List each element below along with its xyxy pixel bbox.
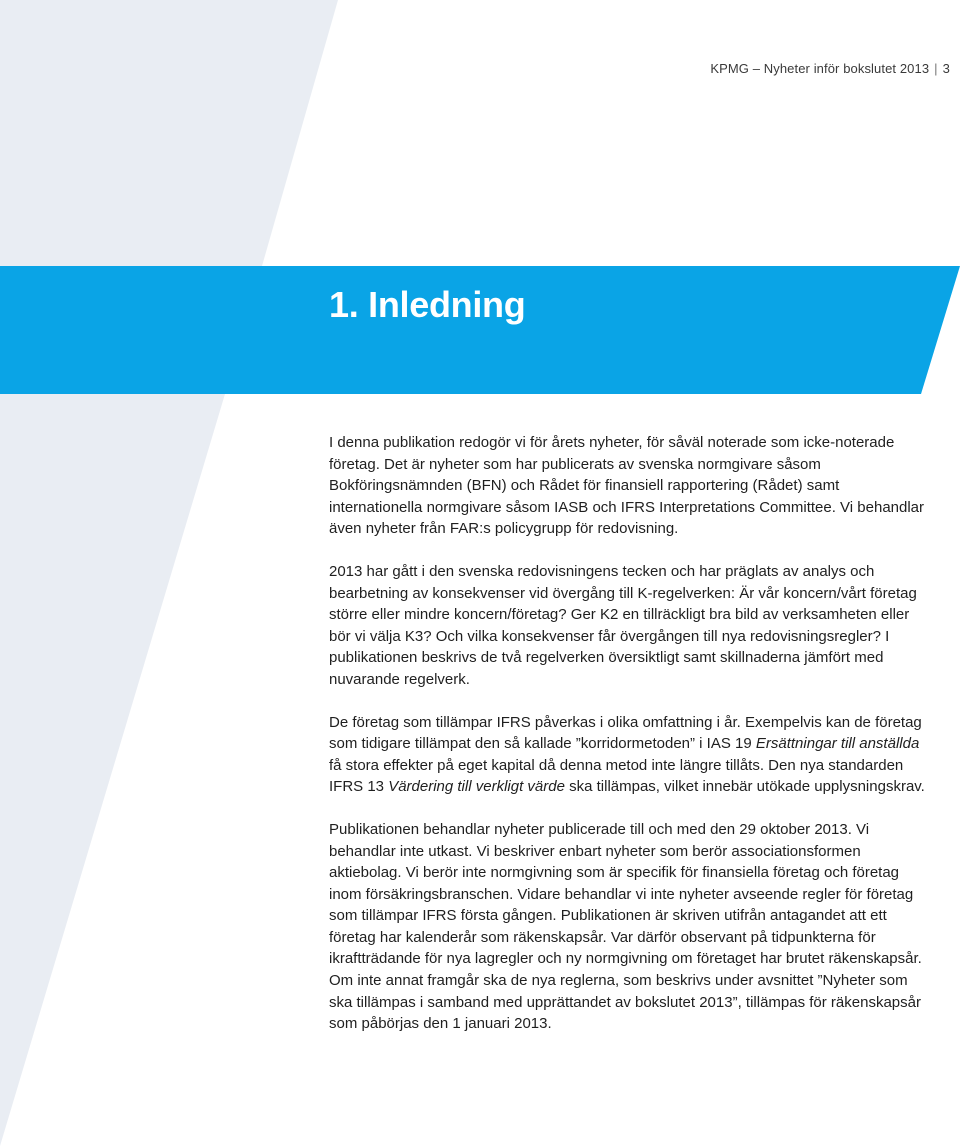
light-diagonal-panel-lower — [0, 394, 225, 1146]
paragraph-k-regelverk — [329, 561, 929, 691]
page-number: 3 — [942, 61, 950, 76]
paragraph-text: 2013 har gått i den svenska redovisningens tecken och har präglats av analys och bearbetning av konsekvenser vid övergång till K-regelverken: Är vår koncern/vårt företag större eller mindre koncern/företag? Ger K2 en tillräckligt bra bild av verksamheten eller bör vi välja K3? Och vilka konsekvenser får övergången till nya redovisningsregler? I publikationen beskrivs de två regelverken översiktligt samt skillnaderna jämfört med nuvarande regelverk. — [329, 562, 917, 688]
header-separator: | — [934, 61, 938, 76]
paragraph-ifrs — [329, 712, 929, 798]
section-title: 1. Inledning — [329, 284, 526, 325]
paragraph-text: få stora effekter på eget kapital då denna metod inte längre tillåts. Den nya standarden IFRS 13 — [329, 756, 904, 796]
standard-title-ifrs13: Värdering till verkligt värde — [388, 778, 565, 796]
paragraph-text: De företag som tillämpar IFRS påverkas i olika omfattning i år. Exempelvis kan de företag som tidigare tillämpat den så kallade ”korridormetoden” i IAS 19 — [329, 713, 922, 753]
paragraph-intro — [329, 432, 929, 540]
paragraph-text: ska tillämpas, vilket innebär utökade upplysningskrav. — [564, 778, 925, 796]
light-diagonal-panel — [0, 0, 338, 266]
running-header — [710, 61, 950, 76]
paragraph-text: Publikationen behandlar nyheter publicerade till och med den 29 oktober 2013. Vi behandlar inte utkast. Vi beskriver enbart nyheter som berör associationsformen aktiebolag. Vi berör inte normgivning som är specifik för finansiella företag och företag inom försäkringsbranschen. Vidare behandlar vi inte nyheter avseende regler för företag som tillämpar IFRS första gången. Publikationen är skriven utifrån antagandet att ett företag har kalenderår som räkenskapsår. Var därför observant på tidpunkterna för ikraftträdande för nya lagregler och ny normgivning om företaget har brutet räkenskapsår. Om inte annat framgår ska de nya reglerna, som beskrivs under avsnittet ”Nyheter som ska tillämpas i samband med upprättandet av bokslutet 2013”, tillämpas för räkenskapsår som påbörjas den 1 januari 2013. — [329, 820, 922, 1033]
publication-title: KPMG – Nyheter inför bokslutet 2013 — [710, 61, 930, 76]
standard-title-ias19: Ersättningar till anställda — [755, 735, 920, 753]
paragraph-text: I denna publikation redogör vi för årets nyheter, för såväl noterade som icke-noterade företag. Det är nyheter som har publicerats av svenska normgivare såsom Bokföringsnämnden (BFN) och Rådet för finansiell rapportering (Rådet) samt internationella normgivare såsom IASB och IFRS Interpretations Committee. Vi behandlar även nyheter från FAR:s policygrupp för redovisning. — [329, 434, 925, 538]
paragraph-scope — [329, 819, 929, 1035]
body-text — [329, 432, 929, 1056]
